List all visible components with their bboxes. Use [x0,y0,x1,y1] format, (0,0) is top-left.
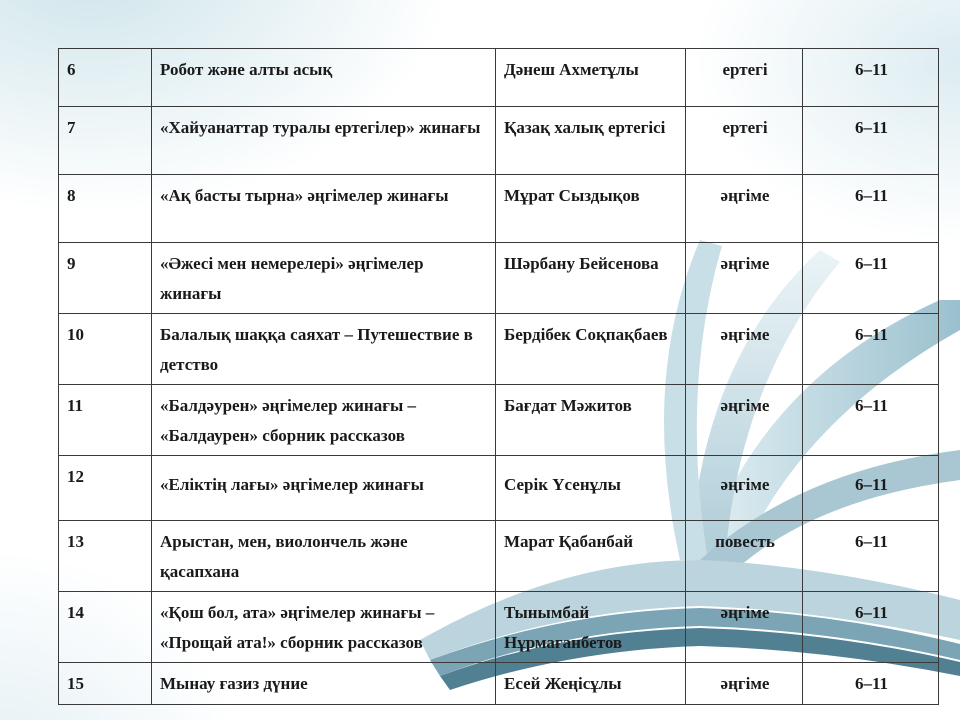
author-name-cell: Тынымбай Нұрмағанбетов [496,592,686,663]
table-row [59,243,939,314]
book-title-cell: Мынау ғазиз дүние [152,663,496,705]
genre-cell: әңгіме [686,243,803,314]
row-number-cell: 14 [59,592,152,663]
genre-cell: әңгіме [686,314,803,385]
book-title-cell: «Хайуанаттар туралы ертегілер» жинағы [152,107,496,175]
table-row [59,385,939,456]
author-name-cell: Мұрат Сыздықов [496,175,686,243]
genre-cell: әңгіме [686,663,803,705]
genre-cell: әңгіме [686,385,803,456]
genre-cell: әңгіме [686,175,803,243]
book-title-cell: «Әжесі мен немерелері» әңгімелер жинағы [152,243,496,314]
row-number-cell: 15 [59,663,152,705]
age-range-cell: 6–11 [803,107,939,175]
age-range-cell: 6–11 [803,314,939,385]
author-name-cell: Шәрбану Бейсенова [496,243,686,314]
genre-cell: повесть [686,521,803,592]
age-range-cell: 6–11 [803,663,939,705]
row-number-cell: 13 [59,521,152,592]
age-range-cell: 6–11 [803,521,939,592]
row-number-cell: 11 [59,385,152,456]
table-row [59,521,939,592]
book-title-cell: «Балдәурен» әңгімелер жинағы – «Балдаурен» сборник рассказов [152,385,496,456]
genre-cell: ертегі [686,107,803,175]
author-name-cell: Марат Қабанбай [496,521,686,592]
books-table [58,48,939,705]
age-range-cell: 6–11 [803,592,939,663]
book-title-cell: Балалық шаққа саяхат – Путешествие в детство [152,314,496,385]
table-row [59,314,939,385]
author-name-cell: Серік Үсенұлы [496,456,686,521]
author-name-cell: Бағдат Мәжитов [496,385,686,456]
table-row [59,107,939,175]
author-name-cell: Қазақ халық ертегісі [496,107,686,175]
book-title-cell: «Ақ басты тырна» әңгімелер жинағы [152,175,496,243]
age-range-cell: 6–11 [803,175,939,243]
book-title-cell: Робот және алты асық [152,49,496,107]
row-number-cell: 6 [59,49,152,107]
table-row [59,663,939,705]
table-row [59,456,939,521]
book-title-cell: «Қош бол, ата» әңгімелер жинағы – «Прощай ата!» сборник рассказов [152,592,496,663]
row-number-cell: 10 [59,314,152,385]
author-name-cell: Бердібек Соқпақбаев [496,314,686,385]
genre-cell: әңгіме [686,592,803,663]
age-range-cell: 6–11 [803,243,939,314]
row-number-cell: 8 [59,175,152,243]
table-row [59,175,939,243]
book-title-cell: «Еліктің лағы» әңгімелер жинағы [152,456,496,521]
book-title-cell: Арыстан, мен, виолончель және қасапхана [152,521,496,592]
age-range-cell: 6–11 [803,456,939,521]
age-range-cell: 6–11 [803,385,939,456]
row-number-cell: 12 [59,456,152,521]
author-name-cell: Дәнеш Ахметұлы [496,49,686,107]
genre-cell: ертегі [686,49,803,107]
genre-cell: әңгіме [686,456,803,521]
row-number-cell: 9 [59,243,152,314]
author-name-cell: Есей Жеңісұлы [496,663,686,705]
age-range-cell: 6–11 [803,49,939,107]
table-row [59,592,939,663]
table-row [59,49,939,107]
row-number-cell: 7 [59,107,152,175]
